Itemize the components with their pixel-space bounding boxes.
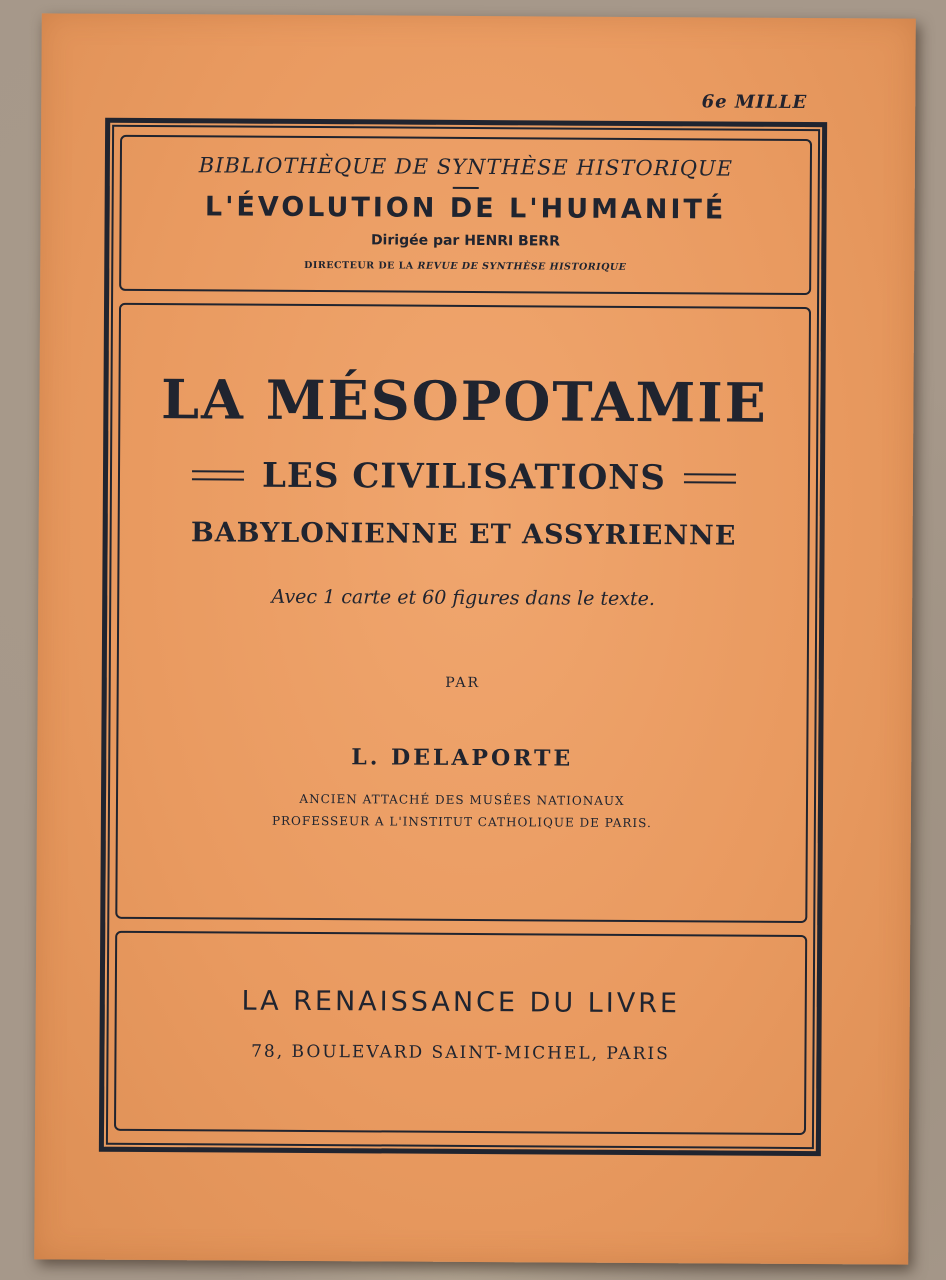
editor-title-prefix: DIRECTEUR DE LA: [304, 259, 418, 272]
subtitle-1: LES CIVILISATIONS: [261, 455, 667, 499]
book-cover: [34, 13, 916, 1264]
title-panel: [115, 303, 811, 923]
contents-note: Avec 1 carte et 60 figures dans le texte.: [271, 585, 656, 611]
publisher-panel: [114, 931, 807, 1135]
author-credit-1: ANCIEN ATTACHÉ DES MUSÉES NATIONAUX: [299, 791, 625, 808]
collection-title: BIBLIOTHÈQUE DE SYNTHÈSE HISTORIQUE: [198, 153, 734, 181]
book-title: LA MÉSOPOTAMIE: [160, 367, 768, 435]
publisher-address: 78, BOULEVARD SAINT-MICHEL, PARIS: [251, 1041, 670, 1065]
cover-frame: [99, 118, 827, 1156]
author-name: L. DELAPORTE: [351, 744, 574, 772]
ornament-rule-left: [192, 470, 244, 480]
divider: [453, 187, 479, 189]
editor-title: [121, 259, 809, 274]
series-editor: Dirigée par HENRI BERR: [370, 232, 560, 250]
by-label: PAR: [445, 674, 481, 692]
subtitle-row: [120, 455, 808, 499]
author-credit-2: PROFESSEUR A L'INSTITUT CATHOLIQUE DE PARIS.: [271, 813, 652, 831]
series-name: L'ÉVOLUTION DE L'HUMANITÉ: [204, 191, 727, 226]
ornament-rule-right: [684, 473, 736, 483]
editor-title-journal: REVUE DE SYNTHÈSE HISTORIQUE: [417, 260, 627, 273]
series-panel: [119, 135, 812, 295]
publisher-name: LA RENAISSANCE DU LIVRE: [241, 985, 681, 1020]
subtitle-2: BABYLONIENNE ET ASSYRIENNE: [190, 517, 737, 552]
edition-label: 6e MILLE: [701, 91, 808, 114]
